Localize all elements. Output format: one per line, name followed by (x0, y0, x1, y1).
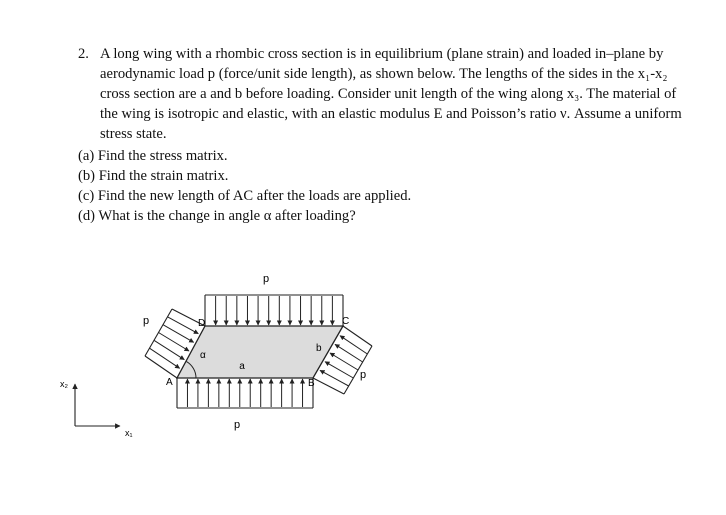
top-load-arrows (216, 296, 333, 325)
right-load-end-line (343, 326, 372, 346)
right-load-arrow (340, 336, 367, 354)
axis-label-x1: x₁ (125, 428, 133, 438)
side-label-a: a (239, 361, 245, 372)
part-label: (b) (78, 168, 96, 184)
problem-text: A long wing with a rhombic cross section is in equilibrium (plane strain) and loaded in–plane by aerodynamic load p (force/unit side length), as shown below. The lengths of the sides in the x₁-x₂ cross section are a and b before loading. Consider unit length of the wing along x₃. The material of the wing is isotropic and elastic, with an elastic modulus E and Poisson’s ratio ν. Assume a uniform stress state. (100, 46, 682, 142)
angle-label-alpha: α (200, 350, 206, 361)
load-label-left: p (142, 315, 150, 327)
coordinate-axes (75, 384, 120, 426)
part-label: (d) (78, 208, 96, 224)
top-load (205, 295, 343, 326)
left-load-arrow (159, 333, 190, 352)
load-label-right: p (359, 369, 367, 381)
bottom-load-arrows (187, 379, 302, 407)
left-load-arrow (154, 340, 184, 359)
part-text: Find the new length of AC after the loads are applied. (97, 188, 412, 204)
left-load-arrow (168, 317, 199, 334)
load-label-bottom: p (233, 419, 241, 431)
side-label-b: b (316, 343, 322, 354)
left-load-arrow (163, 325, 194, 343)
vertex-label-b: B (308, 378, 315, 389)
left-load-arrow (150, 348, 180, 368)
load-label-top: p (262, 273, 270, 285)
vertex-label-c: C (342, 316, 350, 327)
part-label: (a) (78, 148, 95, 164)
vertex-label-a: A (166, 377, 173, 388)
part-text: Find the stress matrix. (97, 148, 228, 164)
part-label: (c) (78, 188, 95, 204)
part-text: Find the strain matrix. (98, 168, 229, 184)
vertex-label-d: D (198, 318, 206, 329)
part-text: What is the change in angle α after loading? (98, 208, 356, 224)
right-load-arrow (335, 344, 363, 362)
problem-number: 2. (78, 46, 89, 62)
left-load-end-line (145, 356, 177, 378)
axis-label-x2: x₂ (60, 379, 68, 389)
bottom-load (177, 378, 313, 408)
